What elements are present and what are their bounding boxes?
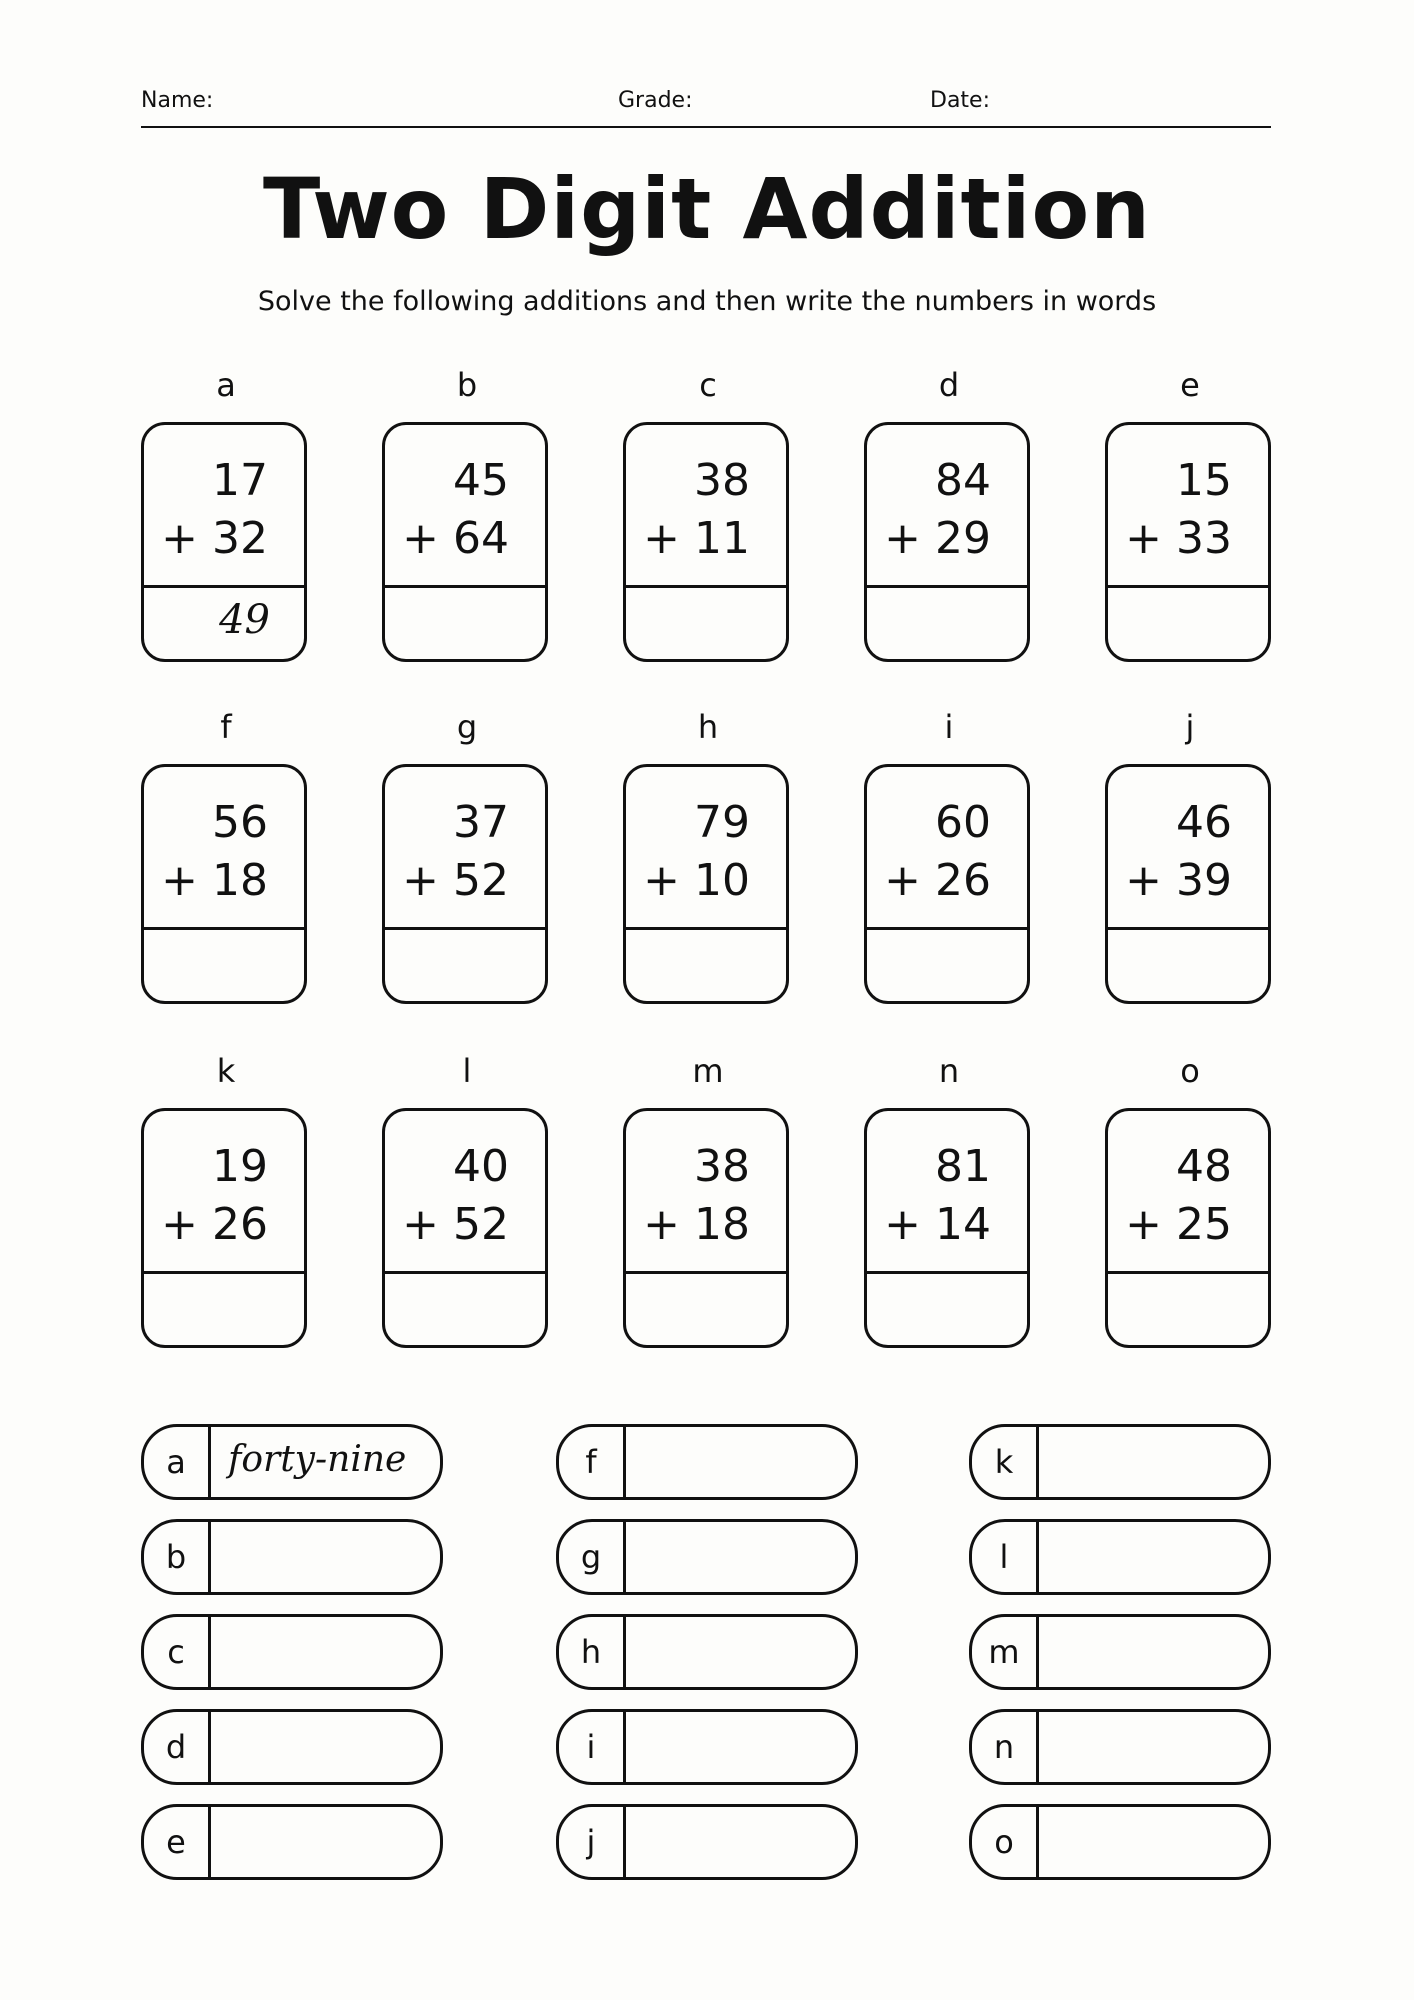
word-box-b[interactable] [141, 1519, 443, 1595]
addend-1: 84 [935, 455, 991, 506]
word-box-h[interactable] [556, 1614, 858, 1690]
word-box-letter: k [972, 1427, 1039, 1497]
word-box-f[interactable] [556, 1424, 858, 1500]
addend-1: 45 [453, 455, 509, 506]
addend-1: 38 [694, 1141, 750, 1192]
word-box-letter: i [559, 1712, 626, 1782]
header-underline [141, 126, 1271, 128]
sum-line [385, 1271, 545, 1274]
sum-line [144, 927, 304, 930]
addend-2: + 64 [402, 513, 509, 564]
word-box-m[interactable] [969, 1614, 1271, 1690]
problem-card [623, 764, 789, 1004]
grade-label: Grade: [618, 88, 693, 113]
name-label: Name: [141, 88, 214, 113]
word-box-l[interactable] [969, 1519, 1271, 1595]
word-answer[interactable]: forty-nine [228, 1439, 407, 1480]
word-box-letter: d [144, 1712, 211, 1782]
addend-2: + 29 [884, 513, 991, 564]
addend-1: 19 [212, 1141, 268, 1192]
addend-2: + 26 [161, 1199, 268, 1250]
addend-1: 60 [935, 797, 991, 848]
word-box-letter: e [144, 1807, 211, 1877]
problem-card [1105, 1108, 1271, 1348]
addend-2: + 39 [1125, 855, 1232, 906]
addend-2: + 11 [643, 513, 750, 564]
problem-card [1105, 764, 1271, 1004]
word-box-letter: o [972, 1807, 1039, 1877]
word-box-o[interactable] [969, 1804, 1271, 1880]
page-title: Two Digit Addition [263, 160, 1151, 258]
addend-2: + 26 [884, 855, 991, 906]
sum-line [867, 585, 1027, 588]
word-box-d[interactable] [141, 1709, 443, 1785]
problem-card [864, 1108, 1030, 1348]
problem-letter: b [456, 366, 478, 404]
problem-letter: m [692, 1052, 724, 1090]
word-box-letter: b [144, 1522, 211, 1592]
addend-2: + 52 [402, 1199, 509, 1250]
problem-card [623, 1108, 789, 1348]
addend-2: + 25 [1125, 1199, 1232, 1250]
addend-2: + 10 [643, 855, 750, 906]
sum-line [1108, 927, 1268, 930]
word-box-letter: f [559, 1427, 626, 1497]
answer-field[interactable]: 49 [219, 597, 270, 643]
addend-2: + 52 [402, 855, 509, 906]
sum-line [626, 585, 786, 588]
word-box-letter: h [559, 1617, 626, 1687]
problem-letter: g [456, 708, 478, 746]
problem-letter: j [1185, 708, 1195, 746]
word-box-c[interactable] [141, 1614, 443, 1690]
sum-line [385, 585, 545, 588]
instructions: Solve the following additions and then write the numbers in words [257, 286, 1157, 317]
addend-1: 81 [935, 1141, 991, 1192]
problem-letter: n [938, 1052, 960, 1090]
problem-card [1105, 422, 1271, 662]
problem-letter: d [938, 366, 960, 404]
addend-1: 38 [694, 455, 750, 506]
addend-1: 40 [453, 1141, 509, 1192]
sum-line [144, 1271, 304, 1274]
word-box-letter: j [559, 1807, 626, 1877]
word-box-k[interactable] [969, 1424, 1271, 1500]
sum-line [867, 927, 1027, 930]
problem-letter: e [1180, 366, 1200, 404]
problem-letter: a [216, 366, 236, 404]
problem-card [382, 1108, 548, 1348]
word-box-g[interactable] [556, 1519, 858, 1595]
sum-line [867, 1271, 1027, 1274]
problem-card [864, 764, 1030, 1004]
problem-letter: h [697, 708, 719, 746]
addend-1: 37 [453, 797, 509, 848]
addend-1: 15 [1176, 455, 1232, 506]
sum-line [1108, 1271, 1268, 1274]
problem-letter: k [216, 1052, 236, 1090]
problem-card [382, 422, 548, 662]
word-box-letter: a [144, 1427, 211, 1497]
sum-line [144, 585, 304, 588]
problem-card [141, 422, 307, 662]
problem-card [382, 764, 548, 1004]
problem-letter: o [1180, 1052, 1200, 1090]
word-box-n[interactable] [969, 1709, 1271, 1785]
word-box-letter: m [972, 1617, 1039, 1687]
word-box-a[interactable] [141, 1424, 443, 1500]
word-box-e[interactable] [141, 1804, 443, 1880]
addend-1: 17 [212, 455, 268, 506]
addend-1: 79 [694, 797, 750, 848]
sum-line [385, 927, 545, 930]
sum-line [1108, 585, 1268, 588]
problem-card [141, 1108, 307, 1348]
word-box-letter: l [972, 1522, 1039, 1592]
word-box-letter: n [972, 1712, 1039, 1782]
addend-1: 48 [1176, 1141, 1232, 1192]
date-label: Date: [930, 88, 990, 113]
word-box-letter: g [559, 1522, 626, 1592]
problem-card [864, 422, 1030, 662]
problem-letter: i [944, 708, 954, 746]
addend-2: + 32 [161, 513, 268, 564]
addend-2: + 18 [643, 1199, 750, 1250]
addend-1: 46 [1176, 797, 1232, 848]
addend-2: + 14 [884, 1199, 991, 1250]
problem-card [623, 422, 789, 662]
word-box-i[interactable] [556, 1709, 858, 1785]
sum-line [626, 927, 786, 930]
addend-1: 56 [212, 797, 268, 848]
addend-2: + 33 [1125, 513, 1232, 564]
addend-2: + 18 [161, 855, 268, 906]
word-box-j[interactable] [556, 1804, 858, 1880]
problem-letter: c [699, 366, 717, 404]
problem-letter: l [462, 1052, 472, 1090]
word-box-letter: c [144, 1617, 211, 1687]
problem-card [141, 764, 307, 1004]
problem-letter: f [220, 708, 232, 746]
sum-line [626, 1271, 786, 1274]
